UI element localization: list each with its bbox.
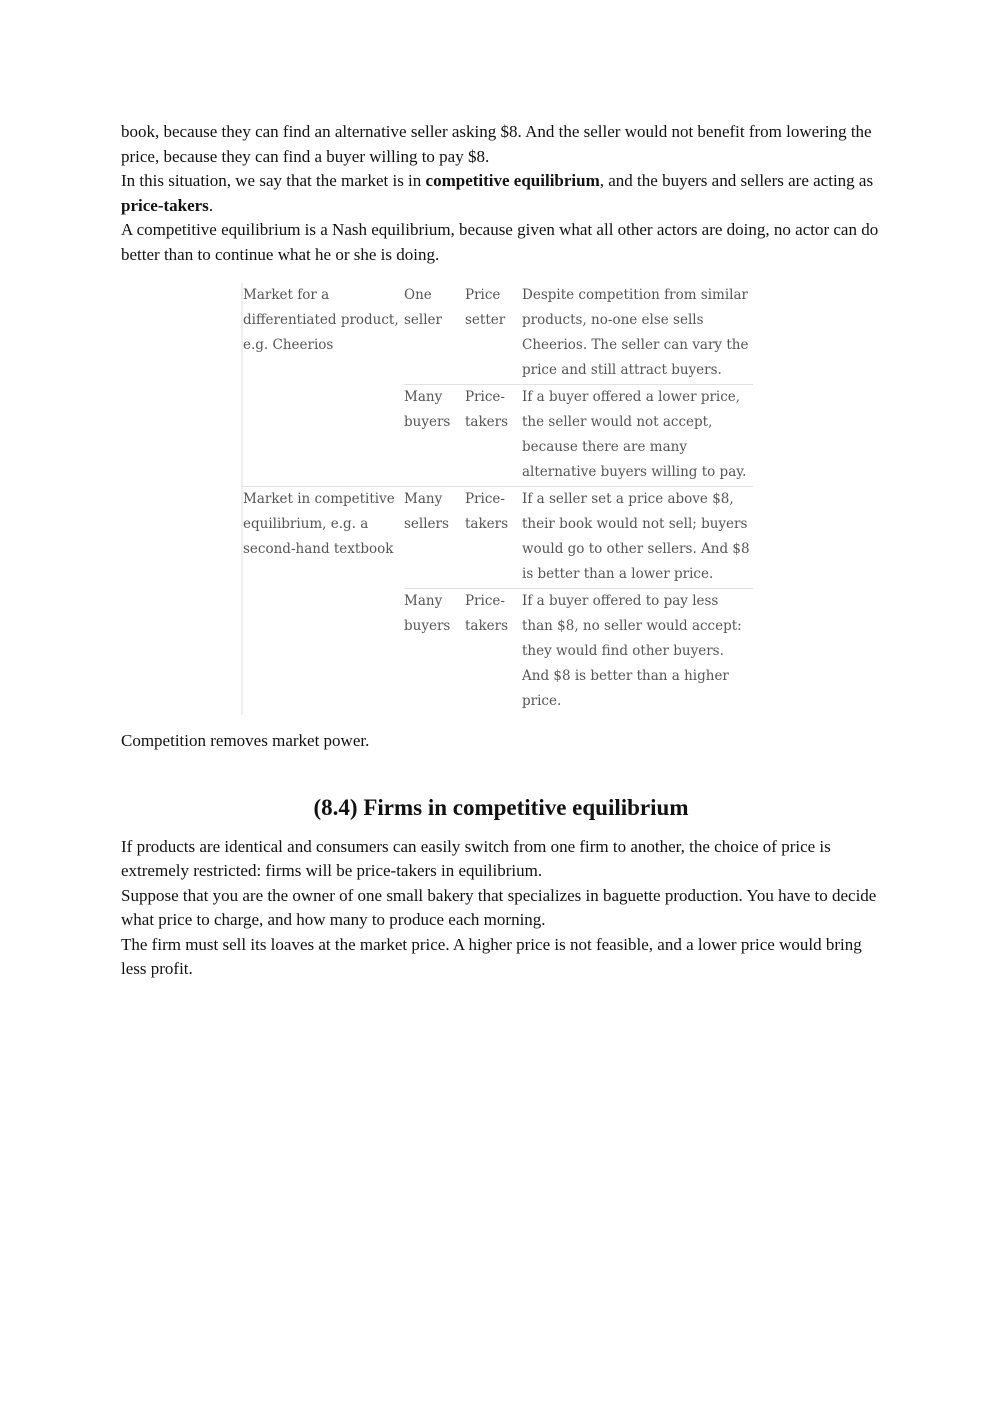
table-row [241,385,753,487]
table-cell-who: Many buyers [404,589,465,716]
table-cell-description: Despite competition from similar products, no-one else sells Cheerios. The seller can vary the price and still attract buyers. [522,287,749,378]
intro-paragraph-3: A competitive equilibrium is a Nash equilibrium, because given what all other actors are doing, no actor can do better than to continue what he or she is doing. [121,220,879,264]
table-cell-role: Price-takers [465,385,522,487]
intro-p2-text-1: In this situation, we say that the market is in [121,171,426,190]
page-body [121,120,881,982]
intro-paragraph-1: book, because they can find an alternative seller asking $8. And the seller would not benefit from lowering the price, because they can find a buyer willing to pay $8. [121,122,872,166]
table-row [241,283,753,385]
table-cell-who: Many sellers [404,487,465,589]
section-paragraph-1: If products are identical and consumers can easily switch from one firm to another, the choice of price is extremely restricted: firms will be price-takers in equilibrium. [121,836,831,880]
table-cell-market: Market for a differentiated product, e.g. Cheerios [241,283,404,385]
table-cell-who: One seller [404,287,442,328]
table-cell-description: If a seller set a price above $8, their book would not sell; buyers would go to other sellers. And $8 is better than a lower price. [522,487,753,589]
section-paragraph-2: Suppose that you are the owner of one small bakery that specializes in baguette production. You have to decide what price to charge, and how many to produce each morning. [121,885,877,929]
section-heading: (8.4) Firms in competitive equilibrium [313,794,689,820]
table-row [241,589,753,716]
table-row [241,487,753,589]
table-cell-market [241,385,404,487]
table-cell-description: If a buyer offered to pay less than $8, no seller would accept: they would find other buyers. And $8 is better than a higher price. [522,589,753,716]
summary-sentence: Competition removes market power. [121,731,370,750]
table-cell-market: Market in competitive equilibrium, e.g. a second-hand textbook [241,487,404,589]
table-cell-role: Price-takers [465,487,522,589]
intro-p2-text-2: , and the buyers and sellers are acting as [599,171,874,190]
market-types-table [241,283,753,715]
term-price-takers: price-takers [121,195,209,215]
table-cell-role: Price-takers [465,589,522,716]
table-cell-who: Many buyers [404,385,465,487]
section-paragraph-3: The firm must sell its loaves at the market price. A higher price is not feasible, and a lower price would bring less profit. [121,934,862,978]
intro-paragraph-2 [121,169,881,218]
intro-p2-text-3: . [208,195,214,215]
table-cell-description: If a buyer offered a lower price, the seller would not accept, because there are many alternative buyers willing to pay. [522,385,753,487]
table-cell-role: Price setter [465,287,506,328]
table-cell-market [241,589,404,716]
term-competitive-equilibrium: competitive equilibrium [425,171,600,190]
